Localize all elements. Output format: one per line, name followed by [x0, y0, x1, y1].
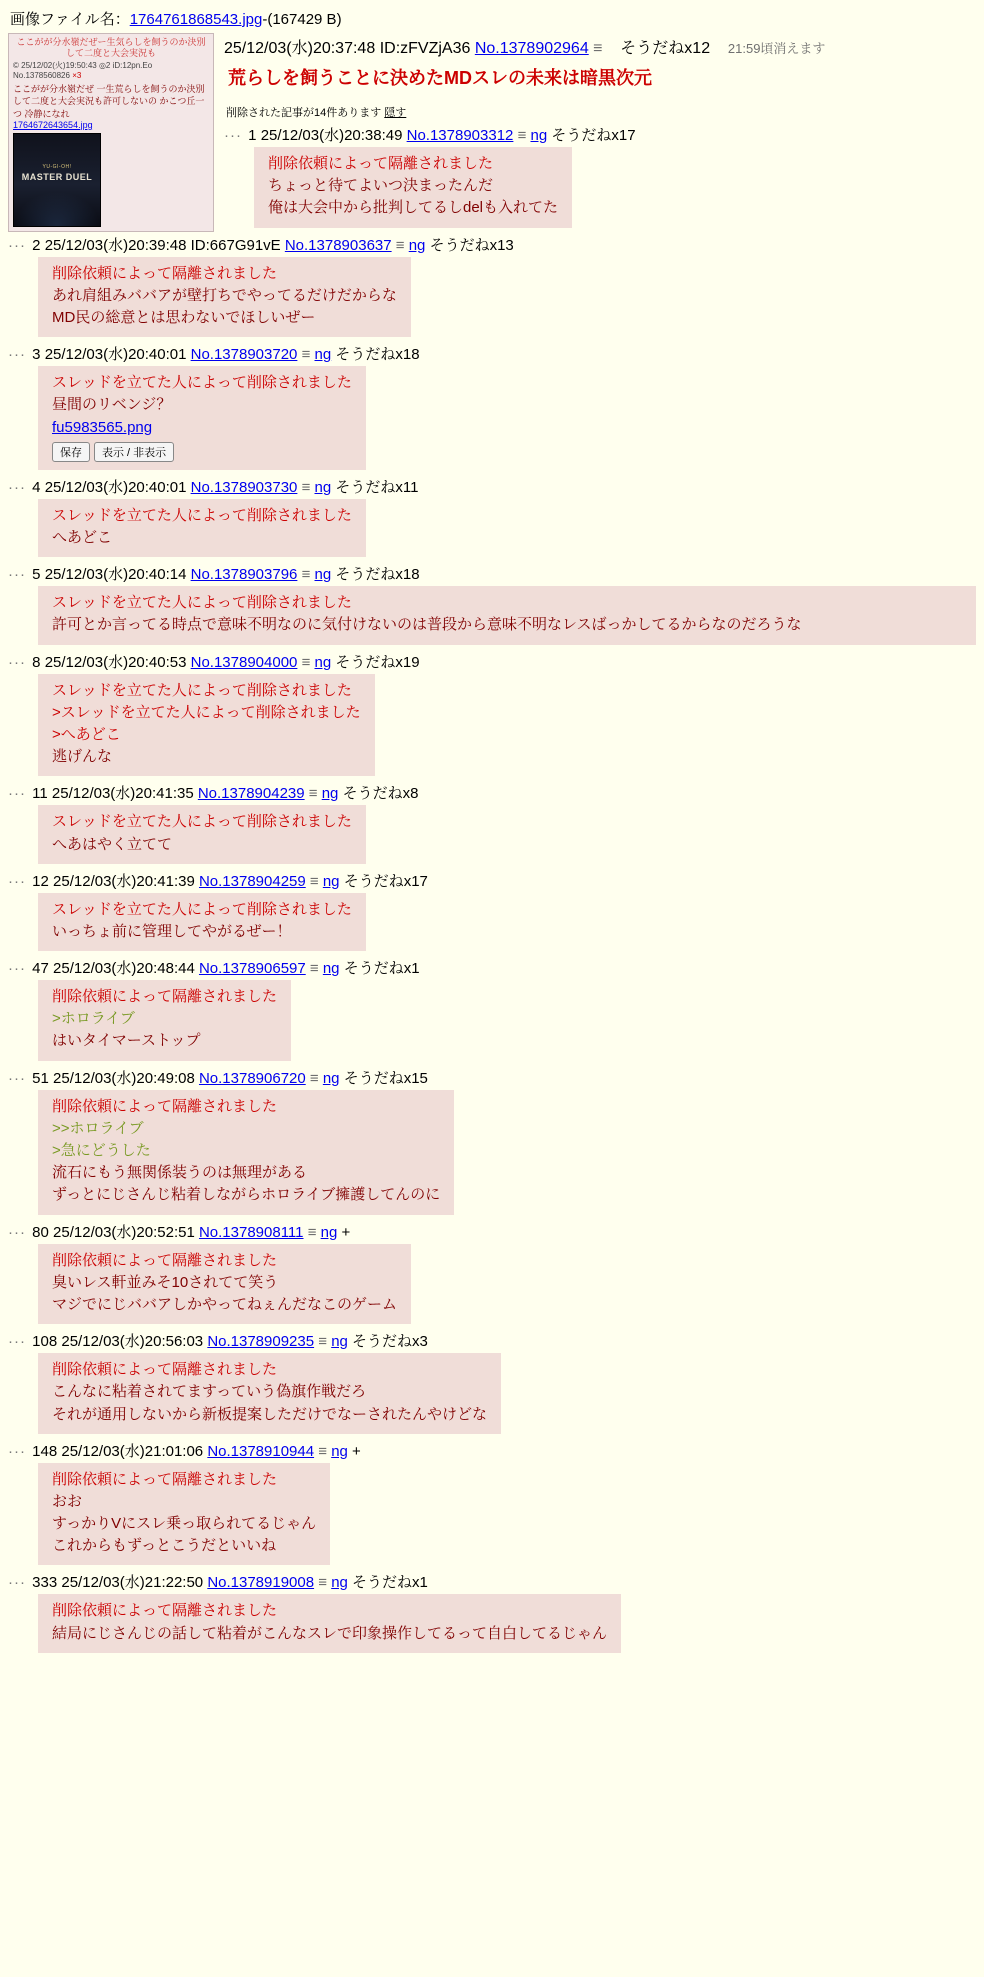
- menu-icon[interactable]: ≡: [395, 236, 405, 254]
- ng-button[interactable]: ng: [314, 346, 332, 364]
- op-header: [224, 35, 976, 58]
- thread-title: 荒らしを飼うことに決めたMDスレの未来は暗黒次元: [228, 68, 652, 88]
- reply-body: [38, 257, 411, 338]
- reply-header: [224, 124, 976, 145]
- reply-collapse-icon[interactable]: ···: [8, 346, 26, 364]
- op-image-main-text: MASTER DUEL: [21, 171, 93, 182]
- menu-icon[interactable]: ≡: [517, 127, 527, 144]
- reply-datetime: 25/12/03(水)20:40:01: [44, 346, 191, 364]
- reply-body: [38, 893, 366, 951]
- reply-text-line: 許可とか言ってる時点で意味不明なのに気付けないのは普段から意味不明なレスばっかしてるからなのだろうな: [52, 616, 802, 634]
- reply-header: [8, 563, 976, 584]
- menu-icon[interactable]: ≡: [301, 478, 311, 496]
- op-datetime: 25/12/03(水)20:37:48: [224, 40, 376, 57]
- op-expire-note: 21:59頃消えます: [727, 41, 826, 56]
- reply-system-line: スレッドを立てた人によって削除されました: [52, 681, 352, 699]
- reply-text-line: ちょっと待てよいつ決まったんだ: [268, 177, 494, 195]
- ng-button[interactable]: ng: [314, 566, 332, 584]
- reply-body: [38, 366, 366, 470]
- reply-datetime: 25/12/03(水)20:48:44: [53, 960, 199, 978]
- reply-number: 12: [28, 872, 54, 890]
- reply-header: [8, 476, 976, 497]
- reply-collapse-icon[interactable]: ···: [8, 653, 26, 671]
- ng-button[interactable]: ng: [314, 653, 332, 671]
- deleted-count-text: 削除された記事が14件あります: [226, 107, 382, 119]
- soudane-count[interactable]: そうだねx3: [352, 1333, 428, 1351]
- reply-text-line: 逃げんな: [52, 748, 113, 766]
- op-nested-replies: [224, 122, 976, 228]
- reply-number: 108: [28, 1333, 62, 1351]
- soudane-count[interactable]: +: [341, 1223, 351, 1241]
- reply-system-line: 削除依頼によって隔離されました: [52, 1470, 278, 1488]
- menu-icon[interactable]: ≡: [593, 40, 603, 57]
- reply-text-line: いっちょ前に管理してやがるぜー！: [52, 922, 292, 940]
- menu-icon[interactable]: ≡: [318, 1574, 328, 1592]
- reply-text-line: 昼間のリベンジ？: [52, 396, 172, 414]
- reply-post: [8, 232, 976, 338]
- reply-text-line: はいタイマーストップ: [52, 1032, 201, 1050]
- reply-number: 80: [28, 1223, 54, 1241]
- reply-header: [8, 1330, 976, 1351]
- reply-header: [8, 343, 976, 364]
- reply-collapse-icon[interactable]: ···: [8, 478, 26, 496]
- menu-icon[interactable]: ≡: [309, 960, 319, 978]
- reply-collapse-icon[interactable]: ···: [8, 1069, 26, 1087]
- reply-system-line: スレッドを立てた人によって削除されました: [52, 900, 352, 918]
- reply-post-number[interactable]: No.1378904259: [198, 872, 306, 890]
- op-thumb-filelink-anchor[interactable]: 1764672643654.jpg: [13, 119, 93, 130]
- reply-number: 11: [28, 785, 52, 803]
- reply-text-line: MD民の総意とは思わないでほしいぜー: [52, 309, 316, 327]
- reply-quote-line: >>ホロライブ: [52, 1119, 144, 1137]
- reply-post: [8, 1569, 976, 1652]
- reply-body: [254, 147, 572, 228]
- attachment-button-row: [52, 442, 352, 462]
- reply-post-number[interactable]: No.1378910944: [207, 1442, 315, 1460]
- reply-text-line: すっかりVにスレ乗っ取られてるじゃん: [52, 1515, 317, 1533]
- reply-post-number[interactable]: No.1378903720: [190, 346, 298, 364]
- reply-post-number[interactable]: No.1378903796: [190, 566, 298, 584]
- reply-collapse-icon[interactable]: ···: [8, 960, 26, 978]
- reply-collapse-icon[interactable]: ···: [224, 127, 242, 144]
- reply-post: [8, 1328, 976, 1434]
- op-thumbnail-card: [8, 33, 214, 232]
- reply-system-line: スレッドを立てた人によって削除されました: [52, 374, 352, 392]
- op-thumb-filelink[interactable]: [13, 120, 209, 130]
- menu-icon[interactable]: ≡: [308, 785, 318, 803]
- ng-button[interactable]: ng: [331, 1333, 348, 1351]
- file-name-link[interactable]: 1764761868543.jpg: [129, 11, 263, 28]
- soudane-count[interactable]: そうだねx17: [551, 127, 636, 144]
- reply-post: [8, 341, 976, 470]
- reply-header: [8, 870, 976, 891]
- reply-number: 333: [28, 1574, 62, 1592]
- reply-system-line: 削除依頼によって隔離されました: [52, 1097, 278, 1115]
- file-info-bar: [10, 8, 976, 29]
- reply-system-line: 削除依頼によって隔離されました: [52, 1251, 278, 1269]
- reply-text-line: おお: [52, 1492, 83, 1510]
- reply-text-line: へあはやく立てて: [52, 835, 173, 853]
- reply-text-line: あれ肩組みババアが壁打ちでやってるだけだからな: [52, 286, 397, 304]
- reply-number: 2: [28, 236, 45, 254]
- file-dash: -: [262, 11, 268, 28]
- reply-post-number[interactable]: No.1378903730: [190, 478, 298, 496]
- reply-post-number[interactable]: No.1378908111: [198, 1223, 304, 1241]
- reply-number: 4: [28, 478, 45, 496]
- reply-system-line: 削除依頼によって隔離されました: [52, 988, 278, 1006]
- reply-post-number[interactable]: No.1378904239: [197, 785, 305, 803]
- soudane-count[interactable]: そうだねx15: [343, 1069, 428, 1087]
- reply-system-line: 削除依頼によって隔離されました: [268, 155, 494, 172]
- op-thumb-meta-right: ×3: [72, 70, 82, 80]
- reply-body: [38, 499, 366, 557]
- reply-post-number[interactable]: No.1378903312: [406, 127, 514, 144]
- reply-list: [8, 232, 976, 1653]
- ng-button[interactable]: ng: [331, 1442, 348, 1460]
- op-thumb-caption: ここがが分水嶺だぜー生気らしを飼うのか決別して二度と大会実況も: [16, 37, 206, 59]
- menu-icon[interactable]: ≡: [318, 1442, 328, 1460]
- reply-header: [8, 1571, 976, 1592]
- ng-button[interactable]: ng: [408, 236, 426, 254]
- ng-button[interactable]: ng: [320, 1223, 338, 1241]
- reply-body: [38, 674, 375, 777]
- op-thumb-meta: [13, 61, 209, 82]
- reply-collapse-icon[interactable]: ···: [8, 1442, 26, 1460]
- reply-post: [8, 955, 976, 1061]
- reply-text-line: これからもずっとこうだといいね: [52, 1537, 277, 1555]
- reply-text-line: [52, 417, 352, 439]
- reply-collapse-icon[interactable]: ···: [8, 1333, 26, 1351]
- soudane-count[interactable]: そうだねx17: [343, 872, 428, 890]
- reply-text-line: 結局にじさんじの話して粘着がこんなスレで印象操作してるって自白してるじゃん: [52, 1624, 608, 1642]
- menu-icon[interactable]: ≡: [318, 1333, 328, 1351]
- ng-button[interactable]: ng: [322, 960, 340, 978]
- reply-collapse-icon[interactable]: ···: [8, 236, 26, 254]
- soudane-count[interactable]: そうだねx1: [343, 960, 420, 978]
- reply-number: 1: [244, 127, 261, 144]
- reply-text-line: へあどこ: [52, 529, 113, 547]
- reply-text-line: それが通用しないから新板提案しただけでなーされたんやけどな: [52, 1405, 488, 1423]
- reply-quote-line: >急にどうした: [52, 1142, 151, 1160]
- reply-number: 3: [28, 346, 45, 364]
- reply-number: 51: [28, 1069, 54, 1087]
- reply-body: [38, 1353, 501, 1434]
- menu-icon[interactable]: ≡: [307, 1223, 317, 1241]
- attachment-link[interactable]: fu5983565.png: [52, 418, 153, 436]
- reply-system-line: スレッドを立てた人によって削除されました: [52, 813, 352, 831]
- reply-header: [8, 1067, 976, 1088]
- reply-body: [38, 1594, 621, 1652]
- menu-icon[interactable]: ≡: [309, 872, 319, 890]
- soudane-count[interactable]: そうだねx18: [335, 346, 420, 364]
- reply-datetime: 25/12/03(水)20:49:08: [53, 1069, 199, 1087]
- reply-number: 148: [28, 1442, 62, 1460]
- reply-system-line: 削除依頼によって隔離されました: [52, 1602, 278, 1620]
- reply-user-id: ID:667G91vE: [190, 236, 285, 254]
- op-post-number[interactable]: No.1378902964: [474, 40, 589, 57]
- reply-body: [38, 1244, 411, 1325]
- soudane-count[interactable]: +: [352, 1442, 361, 1460]
- op-user-id: ID:zFVZjA36: [379, 40, 471, 57]
- reply-datetime: 25/12/03(水)20:52:51: [53, 1223, 199, 1241]
- ng-button[interactable]: ng: [322, 872, 340, 890]
- op-body: [224, 33, 976, 232]
- reply-post: [8, 1065, 976, 1215]
- reply-system-line: スレッドを立てた人によって削除されました: [52, 594, 352, 612]
- reply-system-line: スレッドを立てた人によって削除されました: [52, 506, 352, 524]
- reply-post: [8, 649, 976, 777]
- soudane-count[interactable]: そうだねx1: [352, 1574, 428, 1592]
- reply-datetime: 25/12/03(水)20:56:03: [61, 1333, 208, 1351]
- reply-body: [38, 805, 366, 863]
- op-image-glow: [14, 192, 100, 226]
- reply-body: [38, 586, 976, 644]
- reply-collapse-icon[interactable]: ···: [8, 566, 26, 584]
- reply-post-number[interactable]: No.1378906597: [198, 960, 306, 978]
- reply-post-number[interactable]: No.1378906720: [198, 1069, 306, 1087]
- reply-datetime: 25/12/03(水)20:40:53: [44, 653, 191, 671]
- reply-datetime: 25/12/03(水)21:22:50: [61, 1574, 208, 1592]
- reply-collapse-icon[interactable]: ···: [8, 1574, 26, 1592]
- reply-datetime: 25/12/03(水)20:38:49: [260, 127, 407, 144]
- reply-post-number[interactable]: No.1378903637: [284, 236, 392, 254]
- op-thumb-meta-left: © 25/12/02(火)19:50:43 ◎2 iD:12pn.Eo No.1378560826: [13, 60, 153, 80]
- reply-datetime: 25/12/03(水)21:01:06: [61, 1442, 208, 1460]
- reply-post: [8, 1438, 976, 1566]
- menu-icon[interactable]: ≡: [301, 346, 311, 364]
- ng-button[interactable]: ng: [530, 127, 548, 144]
- reply-post: [8, 561, 976, 644]
- reply-text-line: ずっとにじさんじ粘着しながらホロライブ擁護してんのに: [52, 1186, 441, 1204]
- reply-body: [38, 980, 291, 1061]
- op-post: [8, 33, 976, 232]
- ng-button[interactable]: ng: [331, 1574, 348, 1592]
- menu-icon[interactable]: ≡: [309, 1069, 319, 1087]
- deleted-count-note: [226, 104, 976, 120]
- reply-header: [8, 782, 976, 803]
- deleted-toggle[interactable]: 隠す: [384, 107, 407, 119]
- reply-datetime: 25/12/03(水)20:40:14: [44, 566, 191, 584]
- soudane-count[interactable]: そうだねx13: [429, 236, 514, 254]
- file-size: (167429 B): [267, 11, 342, 28]
- op-image[interactable]: [13, 133, 101, 227]
- ng-button[interactable]: ng: [321, 785, 339, 803]
- soudane-count[interactable]: そうだねx8: [342, 785, 419, 803]
- reply-datetime: 25/12/03(水)20:41:35: [51, 785, 198, 803]
- reply-post: [8, 780, 976, 863]
- reply-system-line: >へあどこ: [52, 725, 121, 743]
- reply-text-line: 臭いレス軒並みそ10されてて笑う: [52, 1273, 279, 1291]
- reply-text-line: マジでにじババアしかやってねぇんだなこのゲーム: [52, 1295, 398, 1313]
- reply-collapse-icon[interactable]: ···: [8, 785, 26, 803]
- reply-datetime: 25/12/03(水)20:40:01: [44, 478, 191, 496]
- ng-button[interactable]: ng: [322, 1069, 340, 1087]
- reply-header: [8, 1440, 976, 1461]
- reply-number: 47: [28, 960, 54, 978]
- reply-text-line: 俺は大会中から批判してるしdelも入れてた: [268, 199, 559, 217]
- reply-system-line: 削除依頼によって隔離されました: [52, 264, 278, 282]
- reply-text-line: 流石にもう無関係装うのは無理がある: [52, 1164, 308, 1182]
- reply-quote-line: >ホロライブ: [52, 1010, 135, 1028]
- reply-post: [224, 122, 976, 228]
- reply-body: [38, 1463, 330, 1566]
- reply-datetime: 25/12/03(水)20:39:48: [44, 236, 191, 254]
- reply-collapse-icon[interactable]: ···: [8, 1223, 26, 1241]
- reply-number: 8: [28, 653, 45, 671]
- reply-post: [8, 868, 976, 951]
- reply-header: [8, 651, 976, 672]
- reply-header: [8, 957, 976, 978]
- op-thumb-text: ここがが分水嶺だぜ 一生荒らしを飼うのか決別して二度と大会実況も許可しないの かこつ丘一つ 冷静になれ: [13, 84, 205, 119]
- menu-icon[interactable]: ≡: [301, 566, 311, 584]
- save-button[interactable]: 保存: [52, 442, 90, 462]
- reply-header: [8, 234, 976, 255]
- menu-icon[interactable]: ≡: [301, 653, 311, 671]
- ng-button[interactable]: ng: [314, 478, 332, 496]
- reply-system-line: 削除依頼によって隔離されました: [52, 1361, 278, 1379]
- reply-post-number[interactable]: No.1378919008: [207, 1574, 315, 1592]
- reply-body: [38, 1090, 454, 1215]
- reply-datetime: 25/12/03(水)20:41:39: [53, 872, 199, 890]
- reply-post-number[interactable]: No.1378909235: [207, 1333, 315, 1351]
- reply-post: [8, 1219, 976, 1325]
- reply-post: [8, 474, 976, 557]
- soudane-count[interactable]: そうだねx11: [335, 478, 419, 496]
- reply-header: [8, 1221, 976, 1242]
- reply-collapse-icon[interactable]: ···: [8, 872, 26, 890]
- soudane-count[interactable]: そうだねx18: [335, 566, 420, 584]
- reply-number: 5: [28, 566, 45, 584]
- file-label: 画像ファイル名：: [10, 11, 130, 28]
- toggle-visibility-button[interactable]: 表示 / 非表示: [94, 442, 174, 462]
- op-image-top-text: YU-GI-OH!: [42, 163, 72, 170]
- reply-system-line: >スレッドを立てた人によって削除されました: [52, 703, 361, 721]
- soudane-count[interactable]: そうだねx19: [335, 653, 420, 671]
- reply-text-line: こんなに粘着されてますっていう偽旗作戦だろ: [52, 1383, 367, 1401]
- op-soudane-count[interactable]: そうだねx12: [620, 40, 711, 57]
- reply-post-number[interactable]: No.1378904000: [190, 653, 298, 671]
